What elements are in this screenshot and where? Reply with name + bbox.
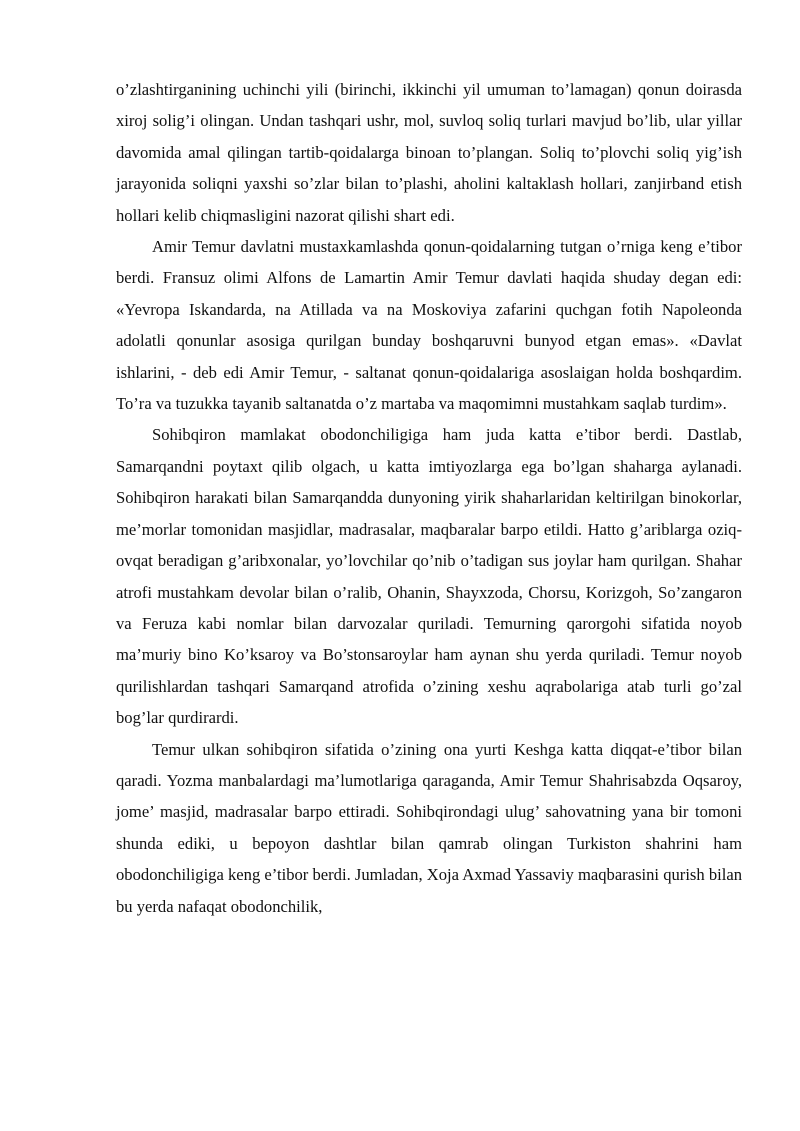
paragraph-samarkand: Sohibqiron mamlakat obodonchiligiga ham juda katta e’tibor berdi. Dastlab, Samarqandni poytaxt qilib olgach, u katta imtiyozlarga ega bo’lgan shaharga aylanadi. Sohibqiron harakati bilan Samarqandda dunyoning yirik shaharlaridan keltirilgan binokorlar, me’morlar tomonidan masjidlar, madrasalar, maqbaralar barpo etildi. Hatto g’ariblarga oziq-ovqat beradigan g’aribxonalar, yo’lovchilar qo’nib o’tadigan sus joylar ham qurilgan. Shahar atrofi mustahkam devolar bilan o’ralib, Ohanin, Shayxzoda, Chorsu, Korizgoh, So’zangaron va Feruza kabi nomlar bilan darvozalar quriladi. Temurning qarorgohi sifatida noyob ma’muriy bino Ko’ksaroy va Bo’stonsaroylar ham aynan shu yerda quriladi. Temur noyob qurilishlardan tashqari Samarqand atrofida o’zining xeshu aqrabolariga atab turli go’zal bog’lar qurdirardi. (116, 425, 742, 728)
paragraph-laws: Amir Temur davlatni mustaxkamlashda qonun-qoidalarning tutgan o’rniga keng e’tibor berdi. Fransuz olimi Alfons de Lamartin Amir Temur davlati haqida shuday degan edi: «Yevropa Iskandarda, na Atillada va na Moskoviya zafarini quchgan fotih Napoleonda adolatli qonunlar asosiga qurilgan bunday boshqaruvni bunyod etgan emas». «Davlat ishlarini, - deb edi Amir Temur, - saltanat qonun-qoidalariga asoslaigan holda boshqardim. To’ra va tuzukka tayanib saltanatda o’z martaba va maqomimni mustahkam saqlab turdim». (116, 237, 742, 414)
document-page (116, 74, 742, 922)
paragraph-tax-collection: o’zlashtirganining uchinchi yili (birinchi, ikkinchi yil umuman to’lamagan) qonun doirasda xiroj solig’i olingan. Undan tashqari ushr, mol, suvloq soliq turlari mavjud bo’lib, ular yillar davomida amal qilingan tartib-qoidalarga binoan to’plangan. Soliq to’plovchi soliq yig’ish jarayonida soliqni yaxshi so’zlar bilan to’plashi, aholini kaltaklash hollari, zanjirband etish hollari kelib chiqmasligini nazorat qilishi shart edi. (116, 80, 742, 225)
paragraph-kesh: Temur ulkan sohibqiron sifatida o’zining ona yurti Keshga katta diqqat-e’tibor bilan qaradi. Yozma manbalardagi ma’lumotlariga qaraganda, Amir Temur Shahrisabzda Oqsaroy, jome’ masjid, madrasalar barpo ettiradi. Sohibqirondagi ulug’ sahovatning yana bir tomoni shunda ediki, u bepoyon dashtlar bilan qamrab olingan Turkiston shahrini ham obodonchiligiga keng e’tibor berdi. Jumladan, Xoja Axmad Yassaviy maqbarasini qurish bilan bu yerda nafaqat obodonchilik, (116, 739, 743, 916)
